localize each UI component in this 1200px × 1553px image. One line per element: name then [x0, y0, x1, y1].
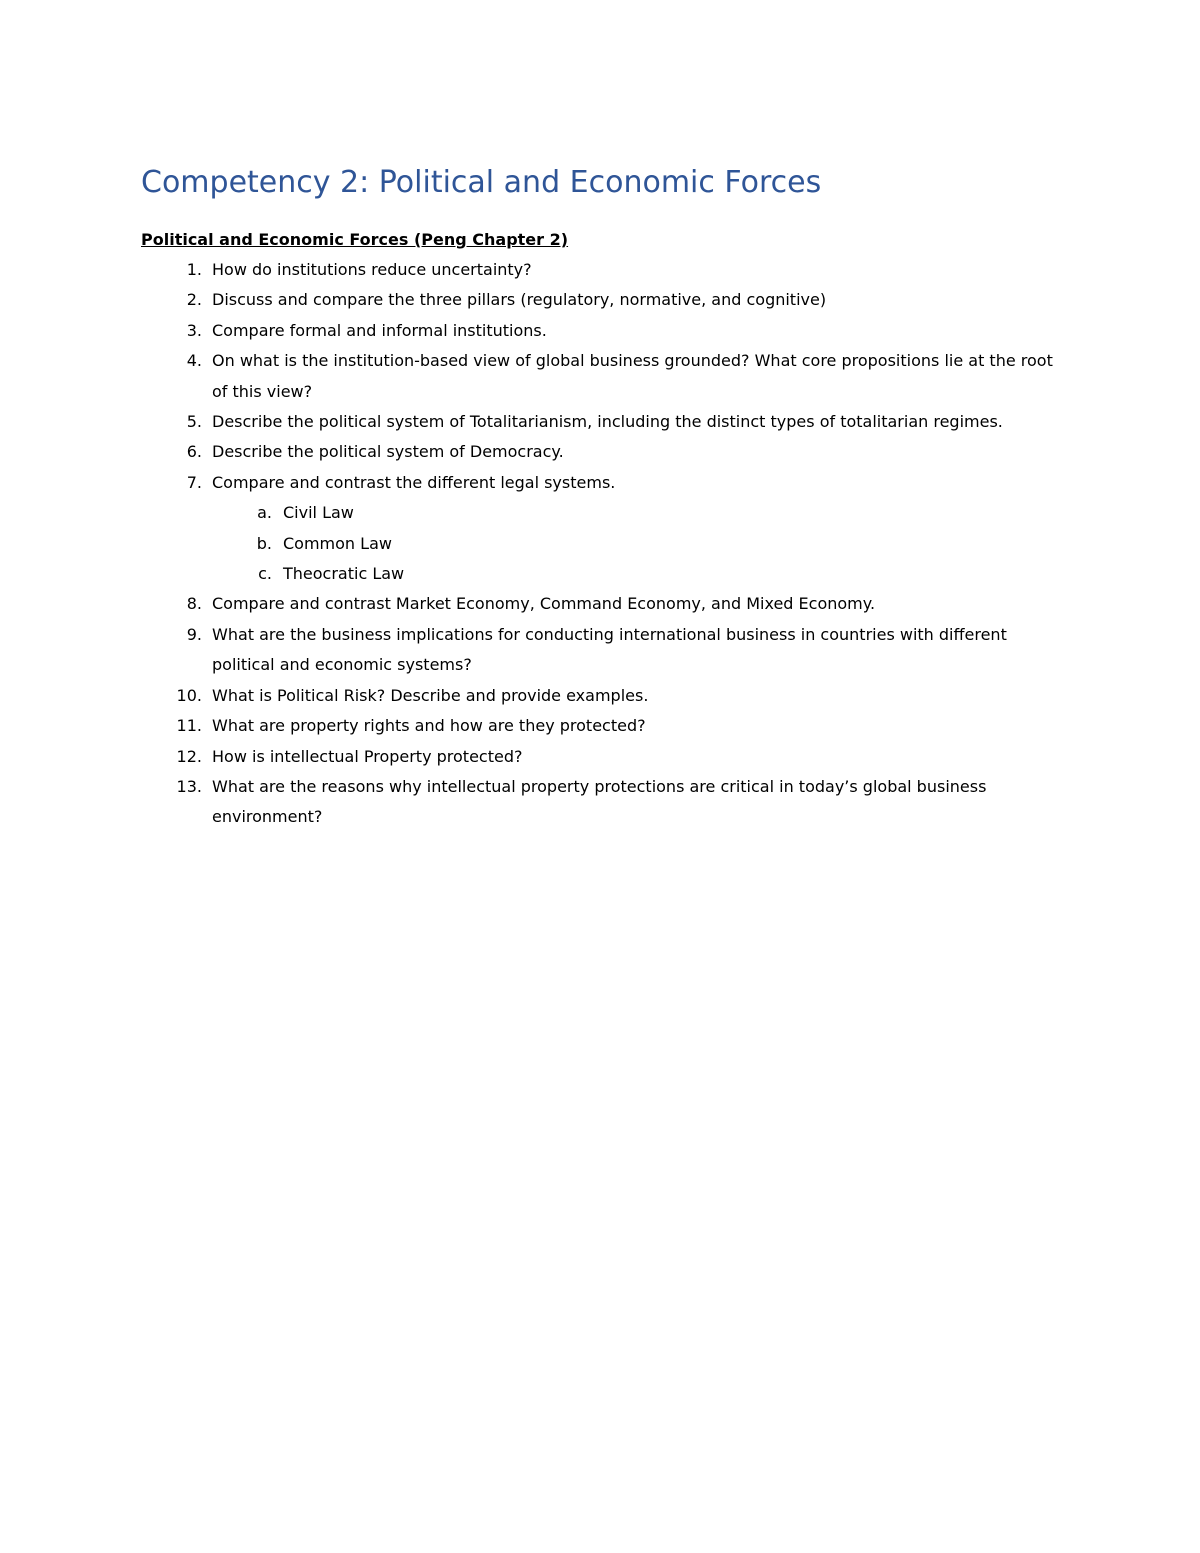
sub-item-text: Civil Law	[283, 503, 354, 523]
question-text: On what is the institution-based view of global business grounded? What core propositions lie at the root of this view?	[212, 351, 1053, 401]
question-text: What are the reasons why intellectual property protections are critical in today’s global business environment?	[212, 776, 987, 827]
question-text: Compare and contrast the different legal systems.	[212, 472, 616, 492]
question-number: 13.	[176, 776, 202, 796]
question-text: How is intellectual Property protected?	[212, 746, 523, 766]
question-item	[141, 316, 1061, 346]
section-heading: Political and Economic Forces (Peng Chapter 2)	[141, 230, 569, 249]
question-list	[141, 255, 1061, 833]
sub-list-item	[212, 559, 1061, 589]
question-text: What is Political Risk? Describe and provide examples.	[212, 685, 649, 705]
question-item	[141, 407, 1061, 437]
sub-item-letter: a.	[257, 503, 272, 523]
sub-item-text: Common Law	[283, 533, 392, 553]
question-item	[141, 742, 1061, 772]
question-text: Discuss and compare the three pillars (regulatory, normative, and cognitive)	[212, 290, 827, 310]
question-text: How do institutions reduce uncertainty?	[212, 260, 532, 279]
sub-item-letter: b.	[256, 533, 272, 553]
question-item	[141, 255, 1061, 285]
question-item	[141, 711, 1061, 741]
question-number: 8.	[186, 594, 202, 614]
question-item	[141, 681, 1061, 711]
sub-item-text: Theocratic Law	[283, 564, 405, 584]
question-text: What are the business implications for conducting international business in countries with different political and economic systems?	[212, 624, 1007, 675]
question-number: 4.	[186, 351, 202, 371]
question-number: 5.	[186, 412, 202, 432]
sub-question-list	[212, 498, 1061, 589]
question-number: 2.	[186, 290, 202, 310]
question-text: Describe the political system of Totalitarianism, including the distinct types of totalitarian regimes.	[212, 412, 1003, 432]
question-item	[141, 346, 1061, 407]
question-number: 11.	[176, 716, 202, 736]
question-number: 12.	[176, 746, 202, 766]
question-number: 10.	[176, 685, 202, 705]
question-item	[141, 285, 1061, 315]
sub-list-item	[212, 498, 1061, 528]
question-number: 9.	[186, 624, 202, 644]
question-text: Describe the political system of Democracy.	[212, 442, 564, 462]
question-number: 3.	[186, 320, 202, 340]
page-title: Competency 2: Political and Economic Forces	[141, 165, 822, 200]
question-item	[141, 589, 1061, 619]
question-item	[141, 468, 1061, 590]
sub-item-letter: c.	[258, 564, 272, 584]
sub-list-item	[212, 529, 1061, 559]
question-item	[141, 772, 1061, 833]
question-item	[141, 437, 1061, 467]
question-number: 1.	[186, 260, 202, 279]
question-text: Compare formal and informal institutions.	[212, 320, 547, 340]
question-number: 7.	[186, 472, 202, 492]
question-number: 6.	[186, 442, 202, 462]
question-text: What are property rights and how are they protected?	[212, 716, 646, 736]
question-item	[141, 620, 1061, 681]
question-text: Compare and contrast Market Economy, Command Economy, and Mixed Economy.	[212, 594, 876, 614]
